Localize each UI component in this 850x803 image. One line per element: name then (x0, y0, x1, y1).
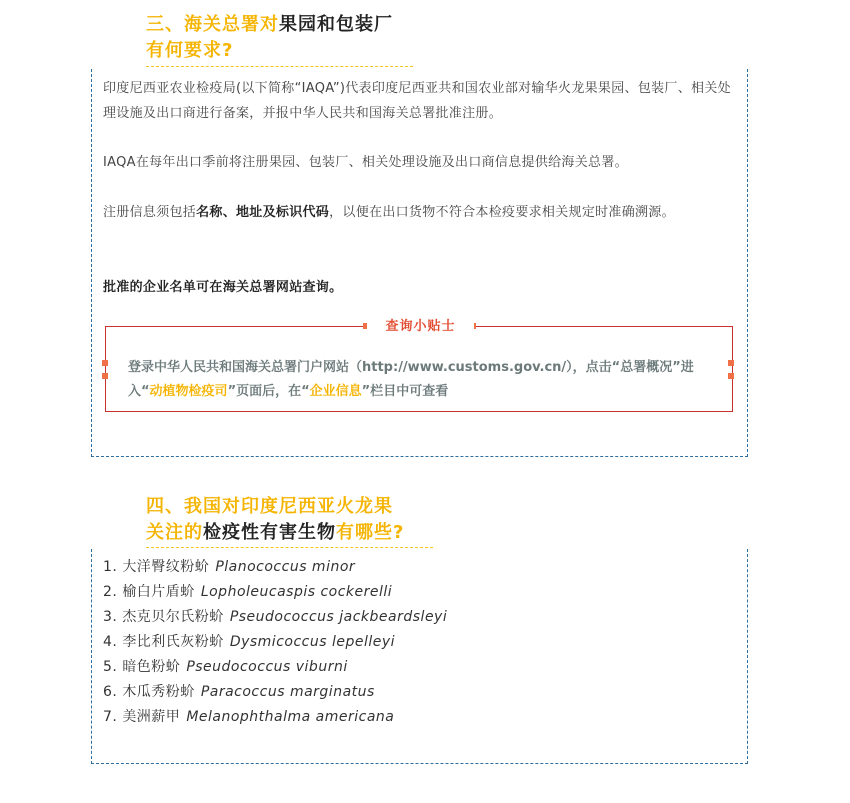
section4-heading-line2-highlight-2: 有哪些? (336, 522, 405, 543)
list-item (103, 555, 447, 580)
pest-chinese-name: 李比利氏灰粉蚧 (122, 634, 224, 650)
tip-text-highlight-1: 动植物检疫司 (149, 384, 228, 399)
list-item (103, 705, 447, 730)
section3-paragraph-3-lead: 注册信息须包括 (103, 205, 197, 220)
pest-chinese-name: 暗色粉蚧 (122, 659, 181, 675)
list-item (103, 655, 447, 680)
pest-number: 7. (103, 709, 118, 725)
pest-number: 6. (103, 684, 118, 700)
tip-text-highlight-2: 企业信息 (309, 384, 362, 399)
pest-scientific-name: Pseudococcus viburni (186, 659, 348, 675)
tip-right-square-bottom (728, 373, 734, 379)
list-item (103, 630, 447, 655)
section4-heading (146, 494, 404, 546)
section3-heading-line2-highlight: 有何要求? (146, 40, 234, 61)
list-item (103, 580, 447, 605)
tip-text (128, 356, 718, 404)
section3-paragraph-3-rest: ，以便在出口货物不符合本检疫要求相关规定时准确溯源。 (329, 205, 675, 220)
tip-right-square-top (728, 360, 734, 366)
section3-paragraph-3-bold: 名称、地址及标识代码 (196, 205, 330, 220)
tip-text-part-a: 登录中华人民共和国海关总署门户网站（http://www.customs.gov.cn/），点击“总署概况”进入“ (128, 360, 694, 399)
section4-heading-line2-text: 检疫性有害生物 (203, 522, 336, 543)
pest-scientific-name: Paracoccus marginatus (200, 684, 375, 700)
section3-heading-line2 (146, 38, 393, 64)
pest-chinese-name: 木瓜秀粉蚧 (122, 684, 195, 700)
pest-number: 2. (103, 584, 118, 600)
list-item (103, 680, 447, 705)
pest-chinese-name: 杰克贝尔氏粉蚧 (122, 609, 224, 625)
section3-paragraph-4-bold: 批准的企业名单可在海关总署网站查询。 (103, 280, 343, 295)
section3-paragraph-4 (103, 275, 738, 300)
section4-heading-underline (146, 547, 433, 548)
section3-heading-line1-text: 果园和包装厂 (279, 14, 393, 35)
pest-list (103, 555, 447, 730)
tip-text-part-c: ”栏目中可查看 (361, 384, 449, 399)
section3-paragraph-2: IAQA在每年出口季前将注册果园、包装厂、相关处理设施及出口商信息提供给海关总署。 (103, 155, 628, 170)
pest-number: 3. (103, 609, 118, 625)
pest-number: 1. (103, 559, 118, 575)
section3-heading-underline (146, 66, 413, 67)
pest-scientific-name: Dysmicoccus lepelleyi (229, 634, 396, 650)
section3-heading-line1 (146, 12, 393, 38)
section3-heading-line1-highlight: 三、海关总署对 (146, 14, 279, 35)
section3-heading (146, 12, 393, 64)
pest-scientific-name: Pseudococcus jackbeardsleyi (229, 609, 448, 625)
tip-title: 查询小贴士 (367, 317, 474, 337)
section3-paragraph-3 (103, 200, 738, 225)
section4-heading-line2 (146, 520, 404, 546)
pest-number: 4. (103, 634, 118, 650)
pest-chinese-name: 大洋臀纹粉蚧 (122, 559, 210, 575)
pest-scientific-name: Planococcus minor (215, 559, 356, 575)
section4-heading-line1 (146, 494, 404, 520)
list-item (103, 605, 447, 630)
pest-chinese-name: 榆白片盾蚧 (122, 584, 195, 600)
section4-heading-line1-highlight: 四、我国对印度尼西亚火龙果 (146, 496, 393, 517)
pest-number: 5. (103, 659, 118, 675)
tip-left-square-bottom (102, 373, 108, 379)
pest-chinese-name: 美洲薪甲 (122, 709, 181, 725)
section3-paragraph-1: 印度尼西亚农业检疫局(以下简称“IAQA”)代表印度尼西亚共和国农业部对输华火龙果果园、包装厂、相关处理设施及出口商进行备案，并报中华人民共和国海关总署批准注册。 (103, 81, 731, 121)
pest-scientific-name: Melanophthalma americana (186, 709, 395, 725)
tip-text-part-b: ”页面后，在“ (227, 384, 310, 399)
pest-scientific-name: Lopholeucaspis cockerelli (200, 584, 393, 600)
section4-heading-line2-highlight: 关注的 (146, 522, 203, 543)
tip-left-square-top (102, 360, 108, 366)
